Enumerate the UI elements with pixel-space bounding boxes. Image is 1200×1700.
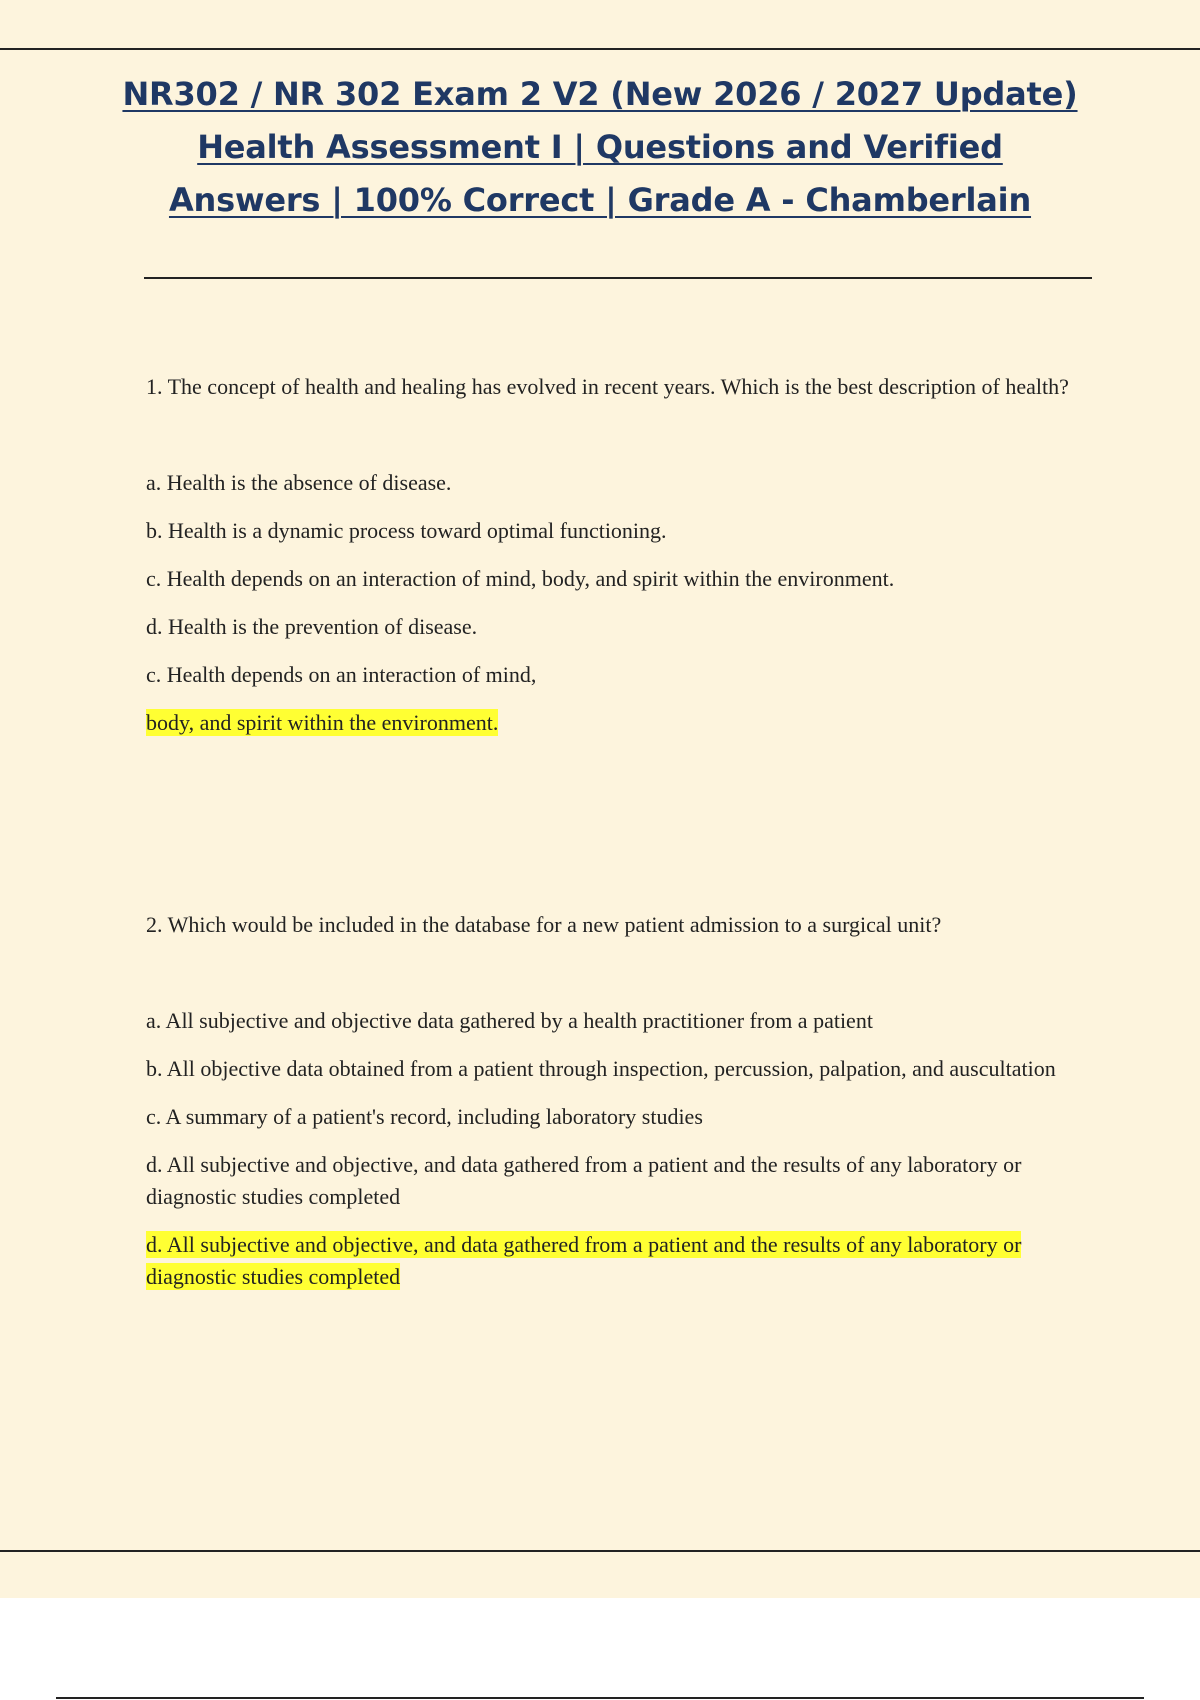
document-title: NR302 / NR 302 Exam 2 V2 (New 2026 / 2027 Update) Health Assessment I | Questions and Verified Answers | 100% Correct | Grade A - Chamberlain <box>122 75 1078 219</box>
next-page-rule <box>56 1697 1144 1699</box>
option-a: a. Health is the absence of disease. <box>146 470 452 495</box>
answer-highlight-text: d. All subjective and objective, and data gathered from a patient and the results of any laboratory or diagnostic studies completed <box>146 1232 1022 1289</box>
bottom-rule <box>0 1550 1200 1552</box>
top-rule <box>0 48 1200 50</box>
question-text: 2. Which would be included in the database for a new patient admission to a surgical unit? <box>146 912 942 937</box>
answer-line: c. Health depends on an interaction of mind, <box>146 662 537 687</box>
title-divider <box>144 277 1092 279</box>
question-block-1 <box>146 371 1092 739</box>
option-b: b. Health is a dynamic process toward optimal functioning. <box>146 518 667 543</box>
option-d: d. All subjective and objective, and data gathered from a patient and the results of any laboratory or diagnostic studies completed <box>146 1152 1022 1209</box>
option-a: a. All subjective and objective data gathered by a health practitioner from a patient <box>146 1008 873 1033</box>
option-d: d. Health is the prevention of disease. <box>146 614 478 639</box>
question-block-2 <box>146 909 1092 1293</box>
answer-highlighted <box>146 1229 1092 1293</box>
option-c: c. A summary of a patient's record, including laboratory studies <box>146 1104 703 1129</box>
option-b: b. All objective data obtained from a patient through inspection, percussion, palpation, and auscultation <box>146 1056 1056 1081</box>
question-text: 1. The concept of health and healing has evolved in recent years. Which is the best description of health? <box>146 374 1069 399</box>
answer-highlighted <box>146 707 1092 739</box>
option-c: c. Health depends on an interaction of mind, body, and spirit within the environment. <box>146 566 895 591</box>
questions-content <box>146 371 1092 1293</box>
answer-highlight-text: body, and spirit within the environment. <box>146 710 499 735</box>
